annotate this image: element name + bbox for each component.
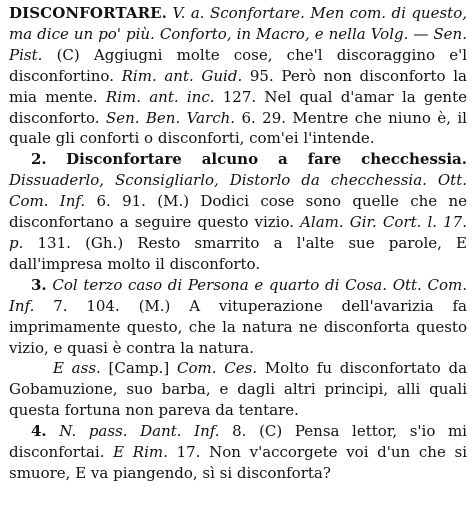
entry-headword: DISCONFORTARE. <box>9 4 167 22</box>
definition: Dissuaderlo, Sconsigliarlo, Distorlo da checchessia. Ott. Com. Inf. <box>9 171 467 211</box>
citation-marker: (C) <box>56 45 80 64</box>
definition: N. pass. Dant. Inf. <box>59 422 220 441</box>
citation-text: 17. Non v'accorgete voi d'un che si smuore, E va piangendo, sì si disconforta? <box>9 443 467 482</box>
entry-paragraph-2 <box>9 149 467 274</box>
entry-paragraph-1 <box>9 3 467 149</box>
citation-text: 6. 29. Mentre che niuno è, il quale gli conforti o disconforti, com'ei l'intende. <box>9 108 467 148</box>
grammar-label: V. a. <box>172 4 205 22</box>
citation-source: Com. Ces. <box>177 359 258 378</box>
citation-text: 131. <box>37 233 71 252</box>
definition: Sconfortare. Men com. di questo, ma dice un po' più. Conforto, in Macro, e nella Volg. — Sen. Pist. <box>9 4 467 64</box>
sense-number: 3. <box>31 275 47 294</box>
citation-source: Alam. Gir. Cort. l. 17. p. <box>9 213 467 252</box>
entry-paragraph-3 <box>9 275 467 359</box>
citation-source: E Rim. <box>113 443 168 462</box>
citation-text: 8. <box>232 422 247 441</box>
citation-source: Rim. ant. Guid. <box>121 66 243 85</box>
citation-source: Rim. ant. inc. <box>105 87 215 106</box>
citation-marker: (M.) <box>138 296 171 315</box>
definition: Col terzo caso di Persona e quarto di Cosa. Ott. Com. Inf. <box>9 275 467 315</box>
citation-marker: (Gh.) <box>85 233 124 252</box>
citation-text: Pensa lettor, s'io mi disconfortai. <box>9 422 467 462</box>
entry-paragraph-5 <box>9 421 467 484</box>
citation-marker: [Camp.] <box>108 359 170 378</box>
citation-text: Aggiugni molte cose, che'l discoraggino e'l disconfortino. <box>9 45 467 85</box>
citation-text: Resto smarrito a l'alte sue parole, E dall'impresa molto il disconforto. <box>9 233 467 273</box>
citation-marker: (M.) <box>157 192 190 211</box>
citation-text: Dodici cose sono quelle che ne disconfortano a seguire questo vizio. <box>9 192 467 232</box>
citation-marker: (C) <box>259 422 283 441</box>
citation-text: 7. 104. <box>53 296 120 315</box>
sense-number: 2. <box>31 150 47 169</box>
citation-text: 127. Nel qual d'amar la gente disconforto. <box>9 87 467 127</box>
sense-label: E ass. <box>53 359 101 378</box>
citation-text: 95. Però non disconforto la mia mente. <box>9 66 467 106</box>
citation-text: A vituperazione dell'avarizia fa imprimamente questo, che la natura ne disconforta questo vizio, e quasi è contra la natura. <box>9 296 467 357</box>
sense-number: 4. <box>31 422 47 441</box>
citation-text: Molto fu disconfortato da Gobamuzione, suo barba, e dagli altri principi, alli quali questa fortuna non pareva da tentare. <box>9 359 468 420</box>
entry-paragraph-4 <box>9 358 467 421</box>
sense-heading: Disconfortare alcuno a fare checchessia. <box>66 150 467 169</box>
citation-source: Sen. Ben. Varch. <box>105 108 236 127</box>
citation-text: 6. 91. <box>96 192 146 211</box>
